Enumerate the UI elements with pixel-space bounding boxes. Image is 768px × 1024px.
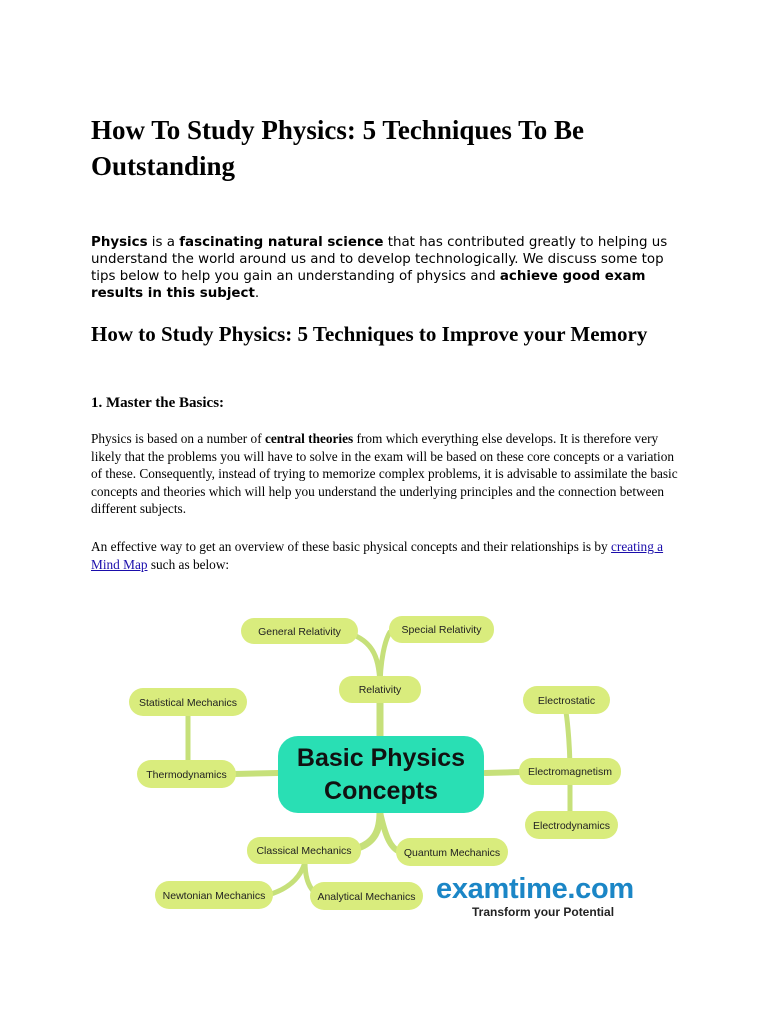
technique-heading: 1. Master the Basics: [91, 395, 225, 411]
central-concept-line2: Concepts [324, 777, 438, 805]
label-thermodynamics: Thermodynamics [146, 769, 227, 781]
mind-map-link[interactable]: creating a Mind Map [91, 539, 664, 572]
page-title: How To Study Physics: 5 Techniques To Be Outstanding [91, 115, 584, 181]
intro-bold-science: fascinating natural science [179, 235, 384, 250]
label-newtonian-mechanics: Newtonian Mechanics [162, 890, 266, 902]
brand-name: examtime.com [436, 873, 634, 905]
label-electromagnetism: Electromagnetism [527, 766, 613, 778]
branch-classical-mechanics [358, 812, 380, 848]
central-theories-text: central theories [264, 431, 354, 446]
label-analytical-mechanics: Analytical Mechanics [317, 891, 416, 903]
label-electrodynamics: Electrodynamics [532, 820, 611, 832]
branch-thermodynamics [234, 773, 278, 774]
label-general-relativity: General Relativity [258, 626, 341, 638]
mindmap-paragraph: An effective way to get an overview of these basic physical concepts and their relationships is by creating a Mind Map such as below: [91, 539, 664, 572]
label-special-relativity: Special Relativity [401, 624, 482, 636]
brand-logo [436, 873, 646, 919]
intro-bold-physics: Physics [91, 235, 148, 250]
section-heading: How to Study Physics: 5 Techniques to Improve your Memory [91, 322, 648, 346]
branch-newtonian-mechanics [268, 862, 305, 895]
central-concept-line1: Basic Physics [296, 744, 466, 772]
label-classical-mechanics: Classical Mechanics [256, 845, 352, 857]
branch-quantum-mechanics [380, 812, 400, 852]
label-statistical-mechanics: Statistical Mechanics [138, 697, 238, 709]
branch-electromagnetism [485, 772, 520, 773]
intro-paragraph: Physics is a fascinating natural science that has contributed greatly to helping us understand the world around us and to develop technologically. We discuss some top tips below to help you gain an understanding of physics and achieve good exam results in this subject. [91, 235, 668, 301]
label-electrostatic: Electrostatic [537, 695, 596, 707]
intro-bold-results: achieve good exam results in this subject [91, 269, 646, 301]
brand-tagline: Transform your Potential [472, 905, 615, 919]
basics-paragraph: Physics is based on a number of central theories from which everything else develops. It is therefore very likely that the problems you will have to solve in the exam will be based on these core concepts or a variation of these. Consequently, instead of trying to memorize complex problems, it is advisable to assimilate the basic concepts and theories which will help you understand the underlying principles and the connection between different subjects. [91, 431, 678, 516]
label-relativity: Relativity [358, 684, 402, 696]
label-quantum-mechanics: Quantum Mechanics [403, 847, 501, 859]
